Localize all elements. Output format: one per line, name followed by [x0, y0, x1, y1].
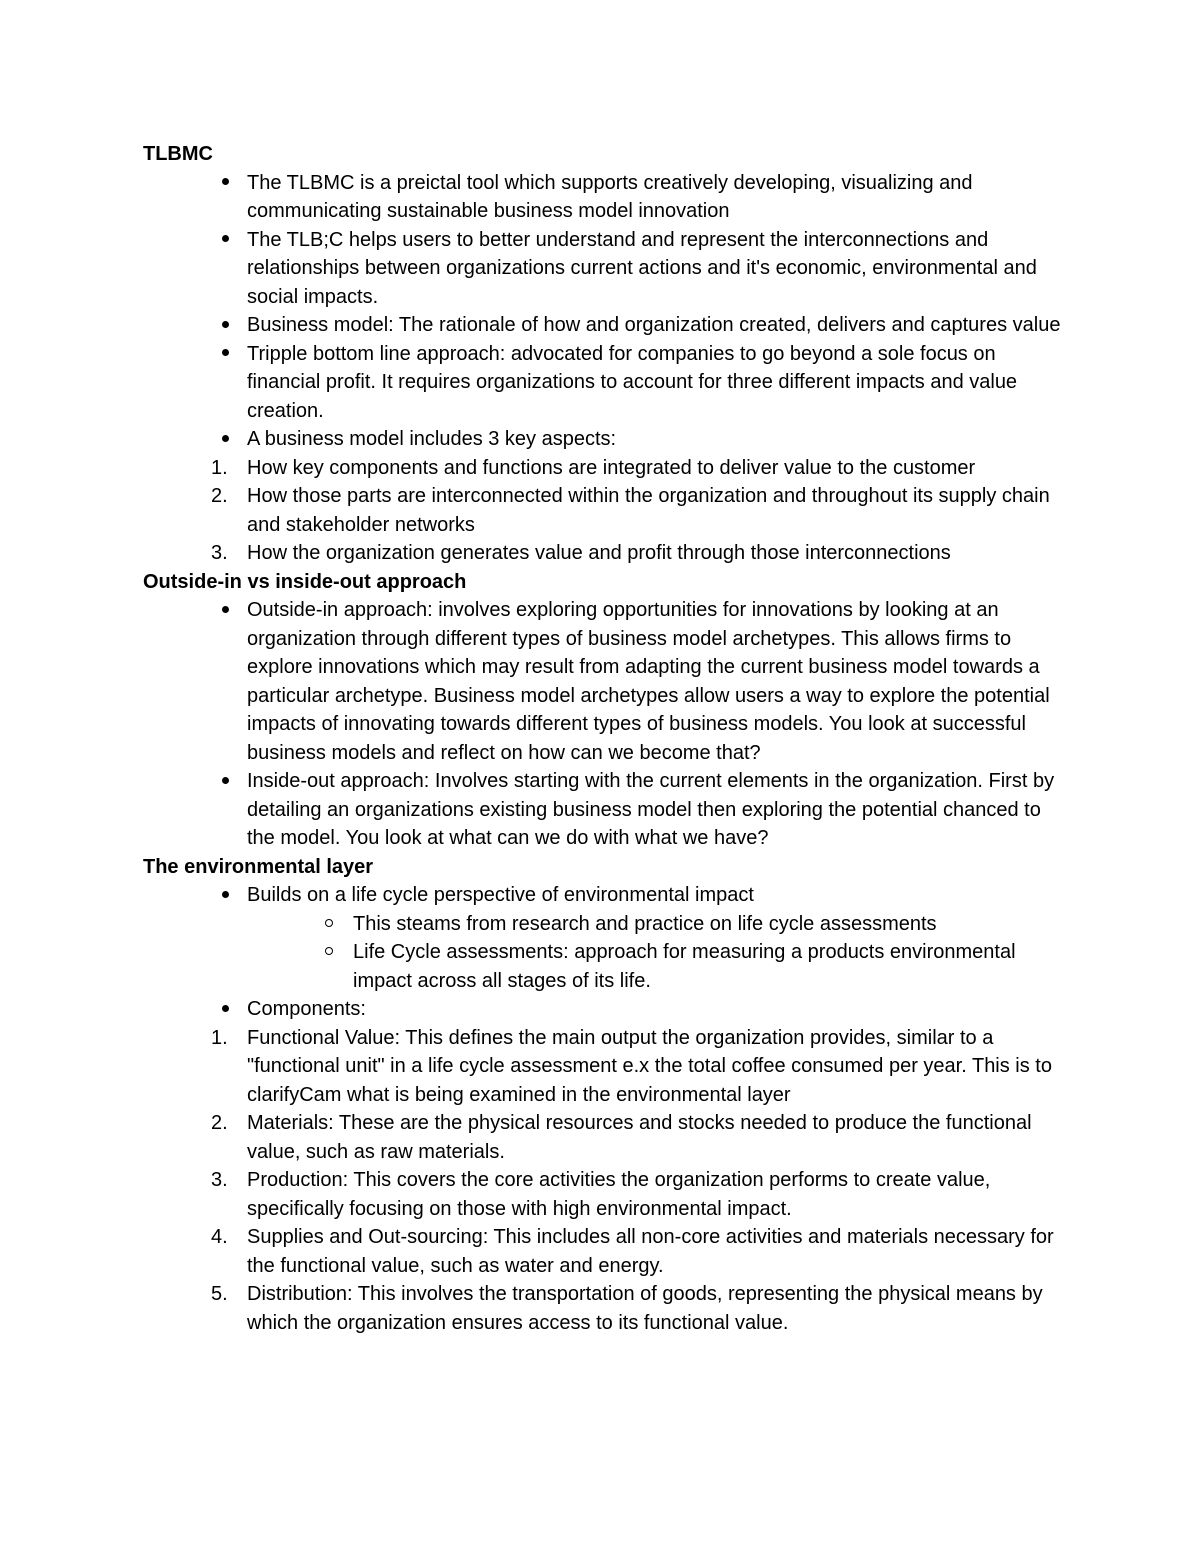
sub-list-item: This steams from research and practice on life cycle assessments: [143, 910, 1073, 939]
list-number: 4.: [211, 1226, 228, 1248]
list-number: 3.: [211, 1169, 228, 1191]
bullet-icon: [215, 767, 235, 796]
list-number: 1.: [211, 1026, 228, 1049]
list-number: 5.: [211, 1283, 228, 1305]
list-item: 3. Production: This covers the core activities the organization performs to create value, specifically focusing on those with high environmental impact.: [143, 1166, 1073, 1223]
list-number: 2.: [211, 485, 228, 507]
sub-list-item: Life Cycle assessments: approach for measuring a products environmental impact across all stages of its life.: [143, 938, 1073, 995]
list-item: Components:: [143, 995, 1073, 1024]
list-item: 2. How those parts are interconnected within the organization and throughout its supply chain and stakeholder networks: [143, 482, 1073, 539]
bullet-icon: [215, 169, 235, 198]
list-item: The TLB;C helps users to better understand and represent the interconnections and relationships between organizations current actions and it's economic, environmental and social impacts.: [143, 226, 1073, 312]
list-item: Business model: The rationale of how and organization created, delivers and captures value: [143, 311, 1073, 340]
section-heading-tlbmc: TLBMC: [143, 143, 213, 165]
list-number: 1.: [211, 456, 228, 479]
list-item: 2. Materials: These are the physical resources and stocks needed to produce the functional value, such as raw materials.: [143, 1109, 1073, 1166]
list-item: 1. How key components and functions are integrated to deliver value to the customer: [143, 454, 1073, 483]
list-item: Builds on a life cycle perspective of environmental impact: [143, 881, 1073, 910]
hollow-bullet-icon: [319, 910, 339, 939]
list-number: 2.: [211, 1112, 228, 1134]
section-heading-environmental: The environmental layer: [143, 855, 374, 878]
bullet-list: [143, 169, 1073, 454]
section-heading-approach: Outside-in vs inside-out approach: [143, 570, 467, 593]
list-item: 3. How the organization generates value and profit through those interconnections: [143, 539, 1073, 568]
list-item: Tripple bottom line approach: advocated for companies to go beyond a sole focus on financial profit. It requires organizations to account for three different impacts and value creation.: [143, 340, 1073, 426]
bullet-icon: [215, 596, 235, 625]
numbered-list: [143, 454, 1073, 568]
list-item: Inside-out approach: Involves starting with the current elements in the organization. First by detailing an organizations existing business model then exploring the potential chanced to the model. You look at what can we do with what we have?: [143, 767, 1073, 853]
bullet-icon: [215, 311, 235, 340]
hollow-bullet-icon: [319, 938, 339, 967]
list-item: The TLBMC is a preictal tool which supports creatively developing, visualizing and communicating sustainable business model innovation: [143, 169, 1073, 226]
numbered-list: [143, 1024, 1073, 1338]
list-number: 3.: [211, 542, 228, 564]
list-item: 5. Distribution: This involves the transportation of goods, representing the physical means by which the organization ensures access to its functional value.: [143, 1280, 1073, 1337]
list-item: 1. Functional Value: This defines the main output the organization provides, similar to a "functional unit" in a life cycle assessment e.x the total coffee consumed per year. This is to clarifyCam what is being examined in the environmental layer: [143, 1024, 1073, 1110]
bullet-icon: [215, 425, 235, 454]
bullet-icon: [215, 995, 235, 1024]
list-item: 4. Supplies and Out-sourcing: This includes all non-core activities and materials necessary for the functional value, such as water and energy.: [143, 1223, 1073, 1280]
bullet-list: [143, 881, 1073, 1024]
bullet-icon: [215, 340, 235, 369]
bullet-icon: [215, 226, 235, 255]
list-item: A business model includes 3 key aspects:: [143, 425, 1073, 454]
document-content: [143, 140, 1073, 1337]
bullet-icon: [215, 881, 235, 910]
list-item: Outside-in approach: involves exploring opportunities for innovations by looking at an organization through different types of business model archetypes. This allows firms to explore innovations which may result from adapting the current business model towards a particular archetype. Business model archetypes allow users a way to explore the potential impacts of innovating towards different types of business models. You look at successful business models and reflect on how can we become that?: [143, 596, 1073, 767]
bullet-list: [143, 596, 1073, 853]
